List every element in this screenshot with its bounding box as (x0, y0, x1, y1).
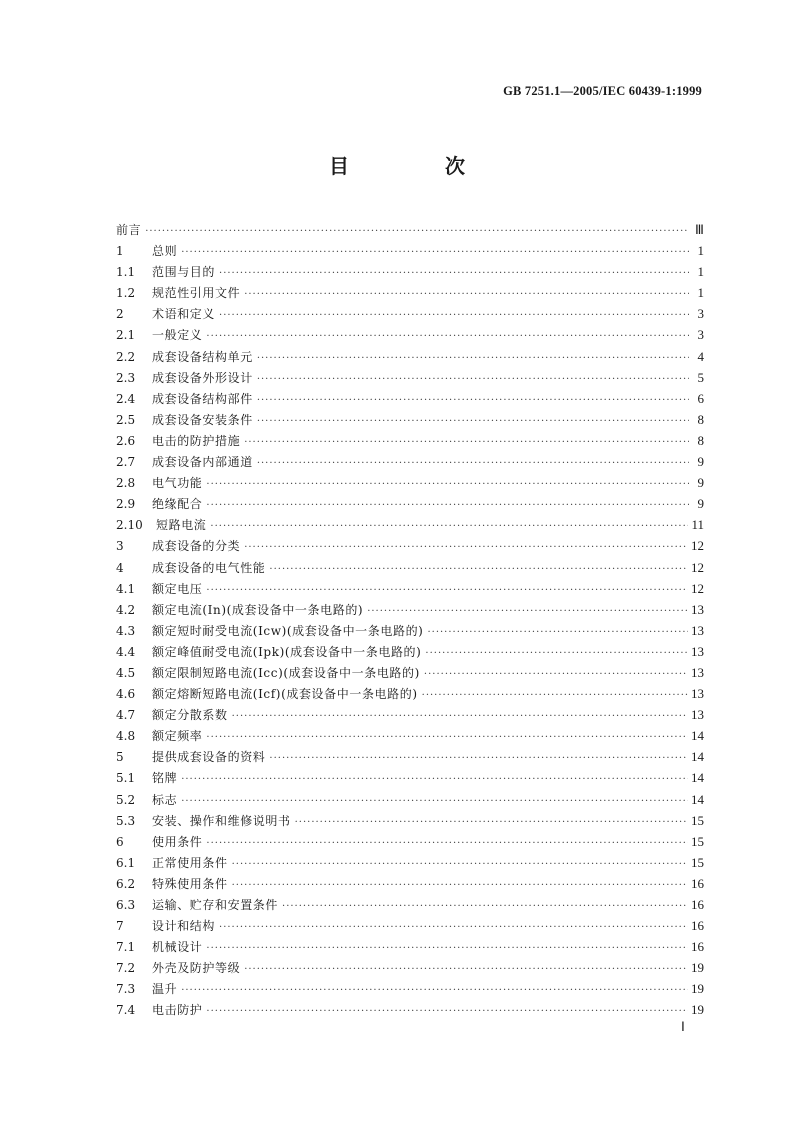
toc-entry[interactable] (116, 957, 704, 978)
toc-entry-label: 设计和结构 (152, 919, 216, 934)
toc-dot-leader (257, 369, 689, 390)
toc-entry-label: 运输、贮存和安置条件 (152, 898, 279, 912)
page-title: 目 次 (329, 154, 503, 178)
page-folio: Ⅰ (681, 1019, 685, 1034)
toc-dot-leader (244, 537, 688, 558)
toc-dot-leader (219, 917, 688, 938)
toc-entry-number: 4.5 (116, 665, 136, 680)
toc-entry[interactable] (116, 852, 704, 873)
toc-entry-label: 成套设备结构部件 (152, 391, 253, 406)
toc-entry-page: 9 (697, 475, 704, 491)
toc-entry[interactable] (116, 915, 704, 936)
toc-entry-number: 2.2 (116, 349, 136, 364)
toc-entry-number: 2.8 (116, 476, 136, 491)
toc-entry[interactable] (116, 620, 704, 641)
toc-entry-label: 额定频率 (152, 729, 203, 744)
toc-entry-number: 4.3 (116, 623, 136, 638)
toc-entry[interactable] (116, 746, 704, 767)
toc-dot-leader (425, 643, 688, 664)
toc-entry-page: 19 (691, 960, 704, 976)
toc-entry-number: 4 (116, 560, 124, 575)
toc-entry-page: 16 (691, 875, 704, 891)
toc-entry-page: 14 (691, 749, 704, 765)
toc-entry-number: 4.1 (116, 581, 136, 596)
toc-entry-page: 1 (697, 264, 704, 280)
toc-entry-page: 4 (697, 348, 704, 364)
toc-entry[interactable] (116, 704, 704, 725)
toc-entry-page: 6 (697, 390, 704, 406)
toc-entry-number: 1 (116, 244, 124, 259)
toc-entry-label: 术语和定义 (152, 307, 216, 322)
toc-entry-number: 2.9 (116, 497, 136, 512)
toc-entry-number: 6.2 (116, 876, 136, 891)
toc-entry-number: 6 (116, 834, 124, 849)
toc-entry-label: 电击的防护措施 (152, 433, 241, 448)
toc-entry-page: Ⅲ (695, 222, 704, 237)
toc-dot-leader (181, 769, 688, 790)
toc-entry-label: 总则 (152, 244, 178, 259)
toc-entry-page: 8 (697, 432, 704, 448)
toc-dot-leader (257, 390, 689, 411)
toc-dot-leader (295, 812, 688, 833)
toc-dot-leader (219, 305, 689, 326)
toc-dot-leader (244, 432, 689, 453)
toc-entry-number: 2.6 (116, 433, 136, 448)
toc-entry[interactable] (116, 810, 704, 831)
toc-dot-leader (257, 348, 689, 369)
toc-entry[interactable] (116, 367, 704, 388)
toc-entry-number: 7.3 (116, 982, 136, 997)
toc-entry-page: 19 (691, 981, 704, 997)
toc-entry-label: 短路电流 (156, 518, 207, 533)
toc-entry-number: 4.8 (116, 729, 136, 744)
toc-dot-leader (206, 1001, 688, 1022)
toc-entry-label: 成套设备的分类 (152, 539, 241, 554)
toc-entry-page: 5 (697, 369, 704, 385)
toc-entry[interactable] (116, 831, 704, 852)
toc-entry-label: 正常使用条件 (152, 855, 228, 870)
toc-entry[interactable] (116, 514, 704, 535)
toc-entry-page: 16 (691, 939, 704, 955)
toc-entry-page: 1 (697, 285, 704, 301)
toc-dot-leader (206, 938, 688, 959)
toc-entry-label: 成套设备结构单元 (152, 349, 253, 364)
toc-dot-leader (427, 622, 688, 643)
toc-dot-leader (206, 727, 688, 748)
toc-dot-leader (232, 875, 688, 896)
toc-entry-number: 2.5 (116, 412, 136, 427)
toc-entry[interactable] (116, 261, 704, 282)
toc-entry-page: 15 (691, 833, 704, 849)
toc-entry-number: 2.4 (116, 391, 136, 406)
toc-entry-page: 16 (691, 918, 704, 934)
toc-dot-leader (422, 685, 688, 706)
toc-entry-label: 外壳及防护等级 (152, 961, 241, 976)
toc-entry[interactable] (116, 493, 704, 514)
toc-entry-label: 额定峰值耐受电流(Ipk)(成套设备中一条电路的) (152, 644, 422, 659)
toc-dot-leader (244, 959, 688, 980)
toc-entry-page: 13 (691, 707, 704, 723)
toc-entry-page: 8 (697, 411, 704, 427)
toc-dot-leader (210, 516, 688, 537)
toc-entry-page: 15 (691, 812, 704, 828)
toc-entry[interactable] (116, 662, 704, 683)
toc-entry-number: 2.3 (116, 370, 136, 385)
standard-code: GB 7251.1—2005/IEC 60439-1:1999 (503, 84, 702, 98)
toc-entry[interactable] (116, 725, 704, 746)
toc-dot-leader (257, 411, 689, 432)
toc-entry-label: 标志 (152, 792, 178, 807)
toc-entry-page: 9 (697, 496, 704, 512)
toc-entry-label: 铭牌 (152, 771, 178, 786)
toc-entry-page: 9 (697, 454, 704, 470)
toc-entry[interactable] (116, 430, 704, 451)
toc-entry-label: 额定限制短路电流(Icc)(成套设备中一条电路的) (152, 665, 420, 680)
toc-entry[interactable] (116, 388, 704, 409)
toc-entry-number: 2.1 (116, 328, 136, 343)
toc-entry-page: 14 (691, 791, 704, 807)
toc-entry-page: 13 (691, 664, 704, 680)
toc-entry[interactable] (116, 789, 704, 810)
toc-entry-number: 7.1 (116, 940, 136, 955)
toc-entry-number: 5.2 (116, 792, 136, 807)
toc-entry[interactable] (116, 978, 704, 999)
toc-dot-leader (206, 833, 688, 854)
toc-entry-label: 额定分散系数 (152, 708, 228, 723)
toc-dot-leader (181, 242, 689, 263)
toc-entry[interactable] (116, 599, 704, 620)
toc-entry-label: 前言 (116, 223, 142, 237)
toc-entry[interactable] (116, 683, 704, 704)
toc-entry[interactable] (116, 409, 704, 430)
toc-entry-number: 5.3 (116, 813, 136, 828)
toc-entry-number: 4.4 (116, 644, 136, 659)
toc-entry-number: 7 (116, 919, 124, 934)
toc-entry[interactable] (116, 324, 704, 345)
toc-dot-leader (232, 854, 688, 875)
toc-entry[interactable] (116, 219, 704, 240)
toc-entry[interactable] (116, 240, 704, 261)
toc-entry-label: 提供成套设备的资料 (152, 750, 266, 765)
toc-entry-label: 一般定义 (152, 328, 203, 343)
toc-entry-number: 2.10 (116, 518, 143, 533)
toc-entry[interactable] (116, 767, 704, 788)
toc-entry[interactable] (116, 557, 704, 578)
toc-dot-leader (181, 791, 688, 812)
toc-entry-number: 4.6 (116, 687, 136, 702)
toc-dot-leader (244, 284, 689, 305)
toc-entry-label: 温升 (152, 982, 178, 997)
toc-entry-label: 机械设计 (152, 940, 203, 955)
toc-dot-leader (257, 453, 689, 474)
toc-entry[interactable] (116, 346, 704, 367)
toc-entry-label: 成套设备的电气性能 (152, 560, 266, 575)
toc-entry-page: 13 (691, 643, 704, 659)
toc-entry-page: 14 (691, 770, 704, 786)
toc-entry-label: 成套设备外形设计 (152, 370, 253, 385)
toc-dot-leader (206, 580, 688, 601)
toc-dot-leader (206, 474, 689, 495)
toc-entry-label: 成套设备安装条件 (152, 412, 253, 427)
toc-entry-page: 13 (691, 622, 704, 638)
toc-entry[interactable] (116, 303, 704, 324)
toc-entry[interactable] (116, 535, 704, 556)
toc-entry-label: 成套设备内部通道 (152, 455, 253, 470)
toc-dot-leader (367, 601, 688, 622)
toc-entry-label: 特殊使用条件 (152, 876, 228, 891)
toc-entry-page: 13 (691, 601, 704, 617)
toc-entry-number: 6.3 (116, 898, 136, 912)
toc-entry-page: 3 (697, 327, 704, 343)
toc-entry-page: 11 (691, 517, 704, 533)
toc-entry-label: 额定熔断短路电流(Icf)(成套设备中一条电路的) (152, 687, 418, 702)
toc-entry-page: 12 (691, 580, 704, 596)
toc-entry-number: 7.4 (116, 1003, 136, 1018)
toc-entry-number: 4.7 (116, 708, 136, 723)
toc-entry-label: 额定电压 (152, 581, 203, 596)
toc-entry-number: 6.1 (116, 855, 136, 870)
toc-entry-page: 15 (691, 854, 704, 870)
toc-entry-page: 14 (691, 728, 704, 744)
toc-entry[interactable] (116, 873, 704, 894)
toc-dot-leader (219, 263, 689, 284)
toc-entry-page: 13 (691, 686, 704, 702)
toc-entry-number: 4.2 (116, 602, 136, 617)
toc-dot-leader (145, 221, 689, 242)
toc-entry-label: 额定短时耐受电流(Icw)(成套设备中一条电路的) (152, 623, 424, 638)
toc-entry-label: 范围与目的 (152, 265, 216, 280)
toc-dot-leader (206, 495, 689, 516)
toc-entry-number: 1.2 (116, 286, 136, 301)
toc-entry-number: 5 (116, 750, 124, 765)
toc-entry-label: 安装、操作和维修说明书 (152, 813, 291, 828)
toc-entry[interactable] (116, 451, 704, 472)
toc-entry-label: 使用条件 (152, 834, 203, 849)
toc-dot-leader (269, 559, 688, 580)
toc-entry-label: 额定电流(In)(成套设备中一条电路的) (152, 602, 364, 617)
toc-entry-page: 19 (691, 1002, 704, 1018)
toc-entry-page: 3 (697, 306, 704, 322)
toc-entry-number: 2 (116, 307, 124, 322)
toc-entry[interactable] (116, 999, 704, 1020)
toc-entry[interactable] (116, 936, 704, 957)
toc-entry-number: 2.7 (116, 455, 136, 470)
table-of-contents (116, 219, 704, 1021)
toc-dot-leader (424, 664, 688, 685)
toc-entry-label: 规范性引用文件 (152, 286, 241, 301)
toc-entry-number: 3 (116, 539, 124, 554)
toc-entry-page: 1 (697, 243, 704, 259)
toc-dot-leader (232, 706, 688, 727)
toc-entry-page: 12 (691, 559, 704, 575)
toc-entry-page: 16 (691, 897, 704, 912)
toc-dot-leader (206, 326, 689, 347)
toc-entry-label: 绝缘配合 (152, 497, 203, 512)
toc-entry[interactable] (116, 894, 704, 915)
toc-entry-number: 5.1 (116, 771, 136, 786)
toc-dot-leader (282, 896, 688, 917)
toc-entry[interactable] (116, 472, 704, 493)
toc-entry[interactable] (116, 282, 704, 303)
toc-entry-page: 12 (691, 538, 704, 554)
toc-entry-number: 1.1 (116, 265, 136, 280)
toc-entry[interactable] (116, 641, 704, 662)
toc-dot-leader (181, 980, 688, 1001)
toc-entry-number: 7.2 (116, 961, 136, 976)
toc-entry[interactable] (116, 578, 704, 599)
toc-dot-leader (269, 748, 688, 769)
toc-entry-label: 电击防护 (152, 1003, 203, 1018)
toc-entry-label: 电气功能 (152, 476, 203, 491)
